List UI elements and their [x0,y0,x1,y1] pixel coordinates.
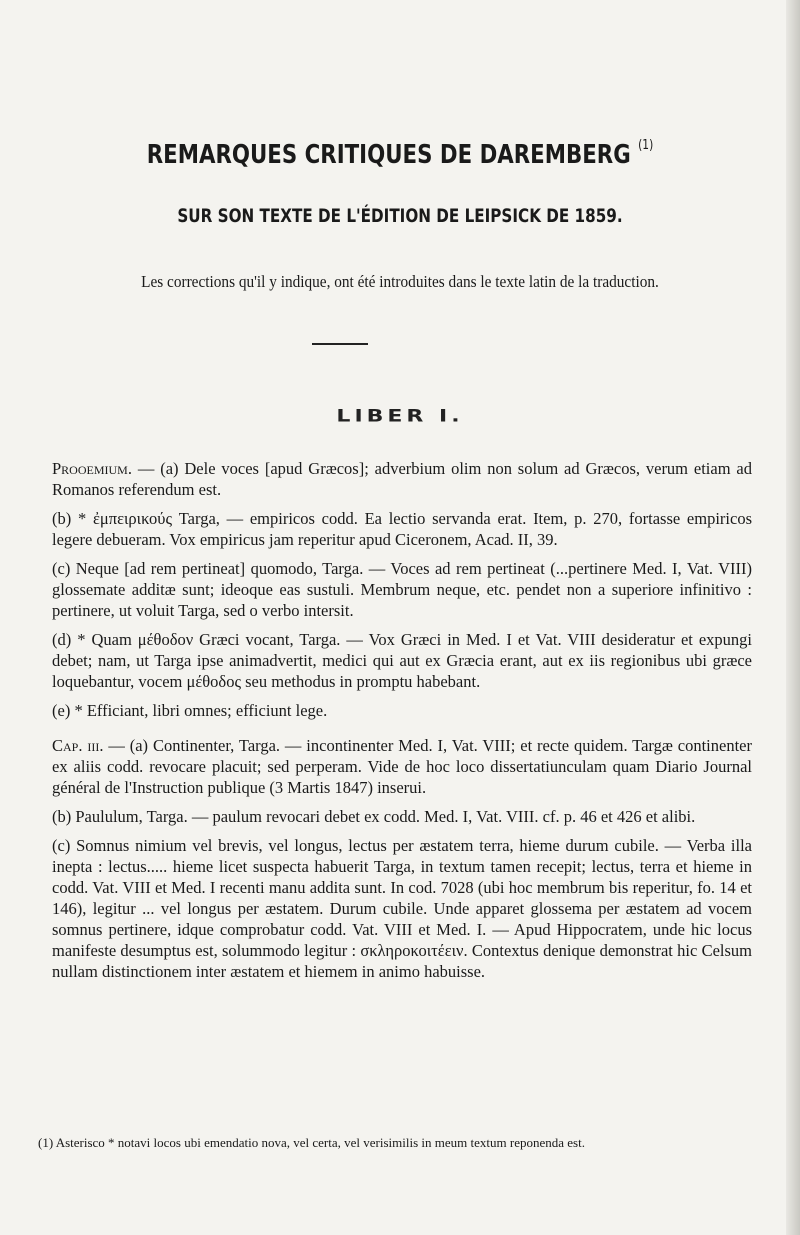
paragraph [52,629,752,692]
title-text: REMARQUES CRITIQUES DE DAREMBERG [146,140,631,170]
paragraph-text: (a) Continenter, Targa. — incontinenter Med. I, Vat. VIII; et recte quidem. Targæ continenter ex aliis codd. revocare placuit; sed perperam. Vide de hoc loco dissertatiunculam quam Diario Journal général de l'Instruction publique (3 Martis 1847) inserui. [52,736,752,797]
paragraph-text: (c) Neque [ad rem pertineat] quomodo, Targa. — Voces ad rem pertineat (...pertinere Med. I, Vat. VIII) glossemate additæ sunt; ideoque eas sustuli. Membrum neque, etc. pendet non a superiore infinitivo : pertinere, ut voluit Targa, sed o verbo intersit. [52,559,752,620]
page-subtitle: SUR SON TEXTE DE L'ÉDITION DE LEIPSICK DE 1859. [177,205,623,227]
paragraph [52,558,752,621]
paragraph-text: (a) Dele voces [apud Græcos]; adverbium olim non solum ad Græcos, verum etiam ad Romanos referendum est. [52,459,752,499]
paragraph-text: (b) * ἐμπειρικούς Targa, — empiricos codd. Ea lectio servanda erat. Item, p. 270, fortasse empiricos legere debueram. Vox empiricus jam reperitur apud Ciceronem, Acad. II, 39. [52,509,752,549]
page-title [105,140,695,170]
title-footnote-marker: (1) [638,138,654,154]
paragraph [52,700,752,721]
paragraph-text: (b) Paululum, Targa. — paulum revocari debet ex codd. Med. I, Vat. VIII. cf. p. 46 et 426 et alibi. [52,807,696,826]
footnote: (1) Asterisco * notavi locos ubi emendatio nova, vel certa, vel verisimilis in meum textum reponenda est. [38,1135,585,1150]
divider-rule [312,343,368,345]
section-heading: LIBER I. [336,407,464,426]
paragraph [52,735,752,798]
paragraph [52,835,752,982]
paragraph-label: Prooemium. — [52,459,155,478]
page-edge-shadow [786,0,800,1235]
paragraph-label: Cap. iii. — [52,736,125,755]
paragraph-text: (c) Somnus nimium vel brevis, vel longus, lectus per æstatem terra, hieme durum cubile. — Verba illa inepta : lectus..... hieme licet suspecta habuerit Targa, in textum tamen recepit; lectus, terra et hieme in codd. Vat. VIII et Med. I recenti manu addita sunt. In cod. 7028 (ubi hoc membrum bis reperitur, fo. 14 et 146), legitur ... vel longus per æstatem. Durum cubile. Unde apparet glossema per æstatem ad vocem somnus pertinere, idque comprobatur codd. Vat. VIII et Med. I. — Apud Hippocratem, unde hic locus manifeste desumptus est, solummodo legitur : σκληροκοιτέειν. Contextus denique demonstrat hic Celsum nullam distinctionem inter æstatem et hiemem in animo habuisse. [52,836,752,981]
paragraph-text: (e) * Efficiant, libri omnes; efficiunt lege. [52,701,328,720]
intro-note: Les corrections qu'il y indique, ont été introduites dans le texte latin de la traduction. [141,272,659,291]
main-text [52,458,752,990]
paragraph [52,458,752,500]
paragraph [52,806,752,827]
paragraph [52,508,752,550]
paragraph-text: (d) * Quam μέθοδον Græci vocant, Targa. — Vox Græci in Med. I et Vat. VIII desideratur et expungi debet; nam, ut Targa ipse animadvertit, medici qui aut ex Græcia erant, aut ex iis regionibus ubi græce loquebantur, vocem μέθοδος seu methodus in promptu habebant. [52,630,752,691]
